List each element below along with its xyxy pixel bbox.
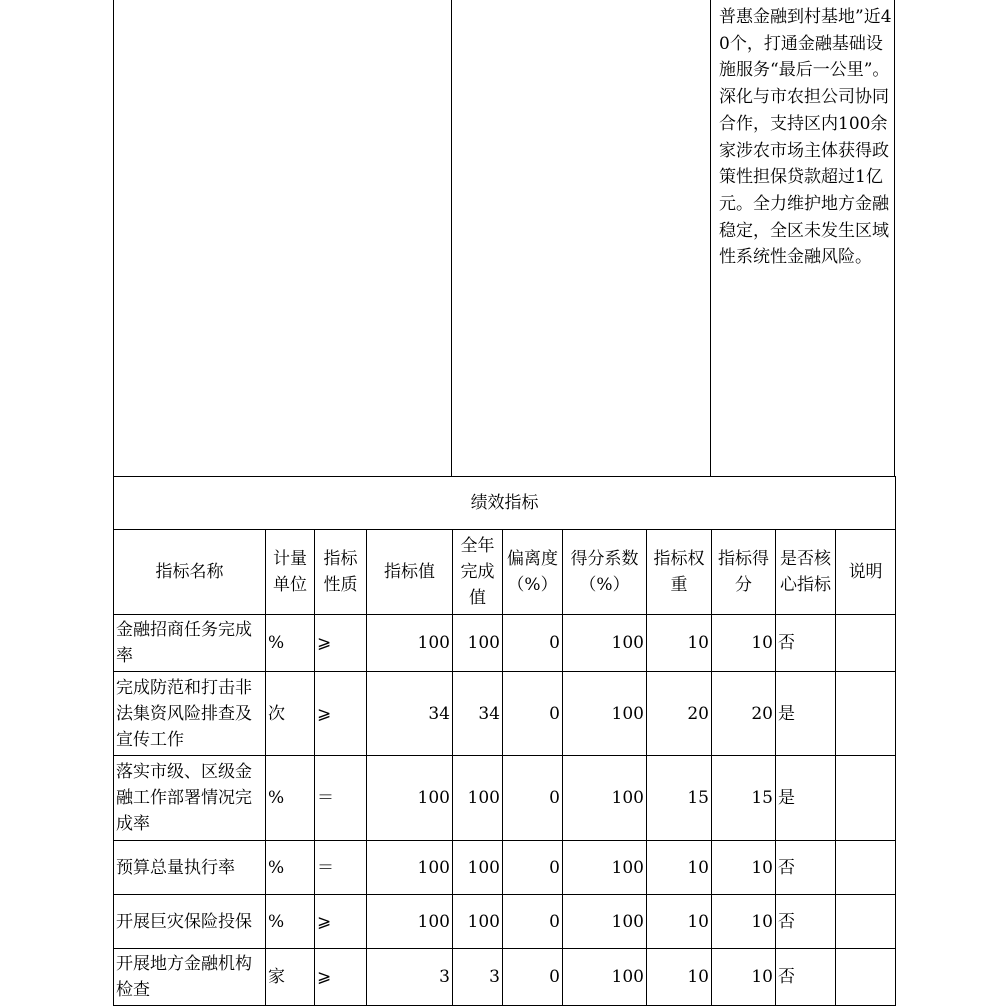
indicator-coefficient: 100 [563, 895, 647, 949]
header-actual: 全年完成值 [453, 530, 503, 615]
indicator-target: 3 [367, 949, 453, 1006]
indicator-deviation: 0 [503, 895, 563, 949]
header-name: 指标名称 [114, 530, 266, 615]
indicator-target: 100 [367, 615, 453, 672]
indicator-nature: ＝ [315, 841, 367, 895]
indicator-name: 开展地方金融机构检查 [114, 949, 266, 1006]
table-row [114, 756, 896, 841]
indicator-coefficient: 100 [563, 841, 647, 895]
indicator-weight: 15 [647, 756, 712, 841]
indicator-note [836, 895, 896, 949]
indicator-deviation: 0 [503, 672, 563, 756]
header-nature: 指标性质 [315, 530, 367, 615]
indicator-core: 否 [776, 841, 836, 895]
indicator-deviation: 0 [503, 949, 563, 1006]
indicator-name: 落实市级、区级金融工作部署情况完成率 [114, 756, 266, 841]
indicator-unit: 家 [266, 949, 315, 1006]
header-note: 说明 [836, 530, 896, 615]
indicator-deviation: 0 [503, 756, 563, 841]
header-core: 是否核心指标 [776, 530, 836, 615]
indicator-deviation: 0 [503, 841, 563, 895]
table-row [114, 672, 896, 756]
indicator-score: 10 [712, 949, 776, 1006]
indicator-target: 100 [367, 841, 453, 895]
indicator-name: 开展巨灾保险投保 [114, 895, 266, 949]
indicator-score: 15 [712, 756, 776, 841]
indicator-core: 否 [776, 949, 836, 1006]
indicator-deviation: 0 [503, 615, 563, 672]
indicator-note [836, 756, 896, 841]
header-unit: 计量单位 [266, 530, 315, 615]
indicator-actual: 100 [453, 756, 503, 841]
indicator-nature: ＝ [315, 756, 367, 841]
indicator-unit: % [266, 615, 315, 672]
table-row [114, 615, 896, 672]
section-title-row [114, 477, 896, 530]
header-weight: 指标权重 [647, 530, 712, 615]
indicator-actual: 100 [453, 895, 503, 949]
indicator-core: 否 [776, 895, 836, 949]
indicator-coefficient: 100 [563, 615, 647, 672]
indicator-score: 10 [712, 895, 776, 949]
indicator-target: 100 [367, 895, 453, 949]
indicator-core: 否 [776, 615, 836, 672]
indicator-weight: 10 [647, 841, 712, 895]
indicator-target: 34 [367, 672, 453, 756]
indicator-name: 金融招商任务完成率 [114, 615, 266, 672]
indicator-coefficient: 100 [563, 756, 647, 841]
indicator-nature: ⩾ [315, 949, 367, 1006]
indicator-unit: % [266, 841, 315, 895]
top-text-section [113, 0, 895, 476]
indicator-note [836, 949, 896, 1006]
column-divider [710, 0, 711, 476]
indicator-score: 10 [712, 615, 776, 672]
indicator-core: 是 [776, 672, 836, 756]
indicator-target: 100 [367, 756, 453, 841]
performance-indicators-table [113, 476, 896, 1006]
completion-description: 普惠金融到村基地”近40个，打通金融基础设施服务“最后一公里”。深化与市农担公司协同合作，支持区内100余家涉农市场主体获得政策性担保贷款超过1亿元。全力维护地方金融稳定，全区未发生区域性系统性金融风险。 [719, 7, 892, 268]
indicator-note [836, 615, 896, 672]
indicator-coefficient: 100 [563, 949, 647, 1006]
indicator-actual: 100 [453, 615, 503, 672]
indicator-weight: 10 [647, 895, 712, 949]
indicator-actual: 34 [453, 672, 503, 756]
indicator-core: 是 [776, 756, 836, 841]
indicator-unit: % [266, 756, 315, 841]
table-row [114, 895, 896, 949]
indicator-weight: 20 [647, 672, 712, 756]
section-title: 绩效指标 [114, 477, 896, 530]
header-score: 指标得分 [712, 530, 776, 615]
indicator-nature: ⩾ [315, 615, 367, 672]
indicator-actual: 3 [453, 949, 503, 1006]
indicator-weight: 10 [647, 615, 712, 672]
indicator-score: 20 [712, 672, 776, 756]
column-divider [451, 0, 452, 476]
indicator-name: 完成防范和打击非法集资风险排查及宣传工作 [114, 672, 266, 756]
table-row [114, 949, 896, 1006]
indicator-note [836, 841, 896, 895]
indicator-nature: ⩾ [315, 895, 367, 949]
header-row [114, 530, 896, 615]
indicator-note [836, 672, 896, 756]
indicator-name: 预算总量执行率 [114, 841, 266, 895]
indicator-unit: 次 [266, 672, 315, 756]
header-target: 指标值 [367, 530, 453, 615]
indicator-nature: ⩾ [315, 672, 367, 756]
table-row [114, 841, 896, 895]
indicator-coefficient: 100 [563, 672, 647, 756]
header-deviation: 偏离度（%） [503, 530, 563, 615]
indicator-unit: % [266, 895, 315, 949]
indicator-weight: 10 [647, 949, 712, 1006]
header-coefficient: 得分系数（%） [563, 530, 647, 615]
indicator-actual: 100 [453, 841, 503, 895]
indicator-score: 10 [712, 841, 776, 895]
